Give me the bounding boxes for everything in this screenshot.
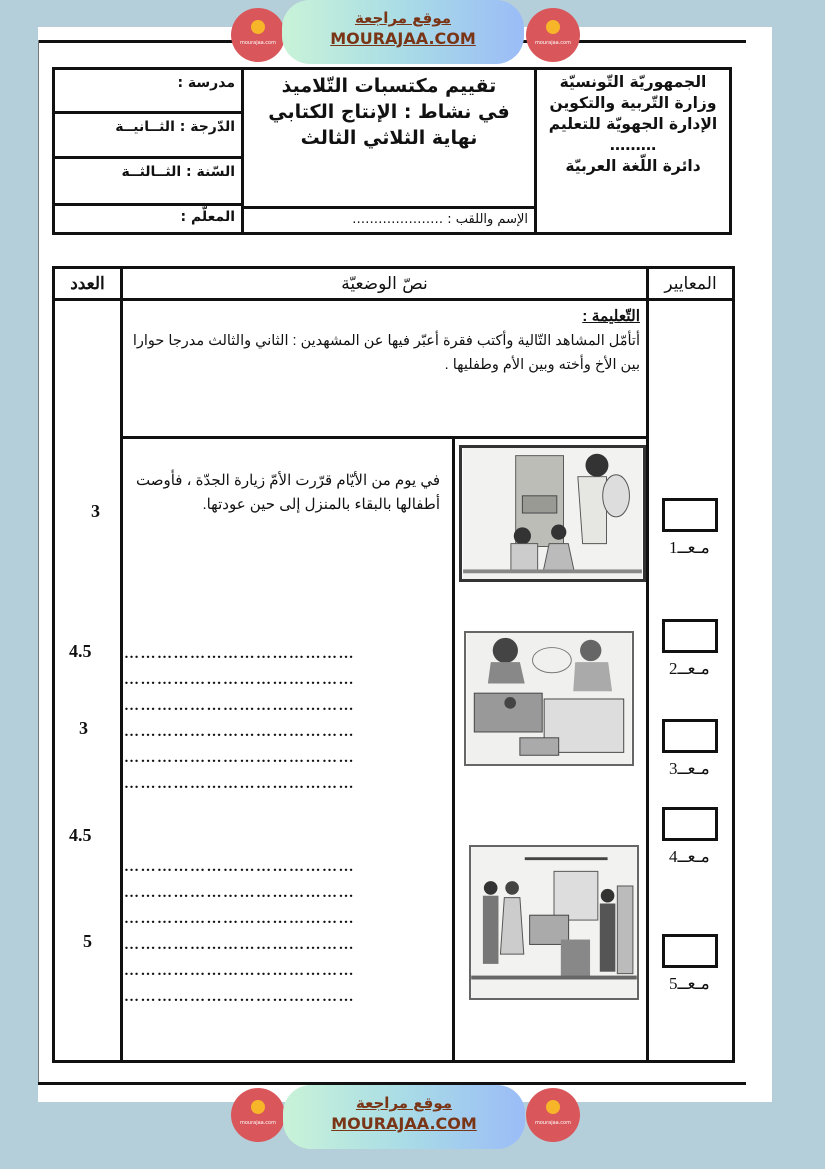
- sun-icon: [546, 1100, 560, 1114]
- teacher-field[interactable]: المعلّم :: [180, 209, 235, 225]
- criterion-3-score-box[interactable]: [662, 719, 718, 753]
- arabic-language-dept-label: دائرة اللّغة العربيّة: [565, 157, 701, 175]
- criterion-1-score-box[interactable]: [662, 498, 718, 532]
- answer-line[interactable]: ……………………………………: [124, 724, 355, 740]
- criterion-4-score-box[interactable]: [662, 807, 718, 841]
- score-criterion-4: 4.5: [69, 825, 92, 845]
- school-info-block: [55, 70, 241, 232]
- criterion-1-label: مـعــ1: [669, 538, 710, 557]
- grade-field: الدّرجة : الثــانيــة: [55, 114, 241, 159]
- header-table: [52, 67, 732, 235]
- situation-text-header: نصّ الوضعيّة: [120, 269, 646, 301]
- watermark-arabic: موقع مراجعة: [355, 1094, 453, 1112]
- answer-line[interactable]: ……………………………………: [124, 750, 355, 766]
- answer-lines-scene-3[interactable]: [124, 857, 440, 1007]
- criteria-column: [646, 301, 732, 1060]
- story-intro: في يوم من الأيّام قرّرت الأمّ زيارة الجدّة ، فأوصت أطفالها بالبقاء بالمنزل إلى حين عودتها.: [136, 472, 440, 513]
- logo-badge-right-bottom: [526, 1088, 580, 1142]
- instruction-title: التّعليمة :: [582, 308, 640, 325]
- column-divider: [452, 439, 455, 1060]
- criterion-5-score-box[interactable]: [662, 934, 718, 968]
- score-criterion-3: 3: [79, 718, 88, 738]
- mother-leaving-illustration: [462, 448, 643, 579]
- instruction-body: أتأمّل المشاهد التّالية وأكتب فقرة أعبّر فيها عن المشهدين : الثاني والثالث مدرجا حوارا بين الأخ وأخته وبين الأم وطفليها .: [132, 333, 640, 373]
- score-criterion-5: 5: [83, 931, 92, 951]
- exam-title-line1: تقييم مكتسبات التّلاميذ: [281, 75, 497, 97]
- republic-label: الجمهوريّة التّونسيّة: [559, 73, 707, 91]
- criterion-3-label: مـعــ3: [669, 759, 710, 778]
- score-criterion-1: 3: [91, 501, 100, 521]
- student-name-field[interactable]: [241, 206, 534, 232]
- situation-text-column: [120, 301, 646, 1060]
- exam-title-block: [241, 70, 534, 206]
- watermark-banner-top[interactable]: [282, 0, 524, 64]
- answer-line[interactable]: ……………………………………: [124, 672, 355, 688]
- year-field: السّنة : الثــالثــة: [55, 159, 241, 206]
- assessment-table: [52, 266, 735, 1063]
- answer-line[interactable]: ……………………………………: [124, 776, 355, 792]
- answer-line[interactable]: ……………………………………: [124, 963, 355, 979]
- criterion-2-score-box[interactable]: [662, 619, 718, 653]
- watermark-arabic: موقع مراجعة: [354, 9, 452, 27]
- answer-line[interactable]: ……………………………………: [124, 989, 355, 1005]
- bedroom-children-illustration: [466, 633, 632, 764]
- criterion-5-label: مـعــ5: [669, 974, 710, 993]
- scene-2-image: [464, 631, 634, 766]
- criteria-header: المعايير: [646, 269, 732, 301]
- criterion-4-label: مـعــ4: [669, 847, 710, 866]
- exam-title-line3: نهاية الثلاثي الثالث: [300, 127, 478, 149]
- answer-line[interactable]: ……………………………………: [124, 885, 355, 901]
- sun-icon: [251, 20, 265, 34]
- watermark-banner-bottom[interactable]: [283, 1085, 525, 1149]
- answer-line[interactable]: ……………………………………: [124, 911, 355, 927]
- scene-1-image: [459, 445, 646, 582]
- logo-badge-left-bottom: [231, 1088, 285, 1142]
- exam-title-line2: في نشاط : الإنتاج الكتابي: [268, 101, 510, 123]
- district-dots: ………: [609, 136, 657, 154]
- watermark-latin: MOURAJAA.COM: [330, 29, 476, 48]
- badge-text: mourajaa.com: [534, 1120, 571, 1126]
- student-name-label: الإسم واللقب :: [447, 212, 528, 227]
- badge-text: mourajaa.com: [239, 1120, 276, 1126]
- answer-line[interactable]: ……………………………………: [124, 859, 355, 875]
- logo-badge-right: [526, 8, 580, 62]
- watermark-latin: MOURAJAA.COM: [331, 1114, 477, 1133]
- regional-directorate-label: الإدارة الجهويّة للتعليم: [548, 115, 718, 133]
- sun-icon: [251, 1100, 265, 1114]
- mother-returns-illustration: [471, 847, 637, 998]
- ministry-block: [534, 70, 729, 232]
- answer-lines-scene-2[interactable]: [124, 644, 440, 794]
- answer-line[interactable]: ……………………………………: [124, 646, 355, 662]
- school-field[interactable]: مدرسة :: [55, 70, 241, 114]
- logo-badge-left: [231, 8, 285, 62]
- answer-line[interactable]: ……………………………………: [124, 937, 355, 953]
- badge-text: mourajaa.com: [239, 40, 276, 46]
- ministry-label: وزارة التّربية والتكوين: [549, 94, 717, 112]
- score-column: [55, 301, 123, 1060]
- score-header: العدد: [55, 269, 120, 301]
- badge-text: mourajaa.com: [534, 40, 571, 46]
- answer-line[interactable]: ……………………………………: [124, 698, 355, 714]
- left-rule: [38, 40, 39, 1085]
- criterion-2-label: مـعــ2: [669, 659, 710, 678]
- student-name-dots: …………………: [352, 212, 444, 227]
- score-criterion-2: 4.5: [69, 641, 92, 661]
- scene-3-image: [469, 845, 639, 1000]
- sun-icon: [546, 20, 560, 34]
- instruction-block: [120, 301, 646, 439]
